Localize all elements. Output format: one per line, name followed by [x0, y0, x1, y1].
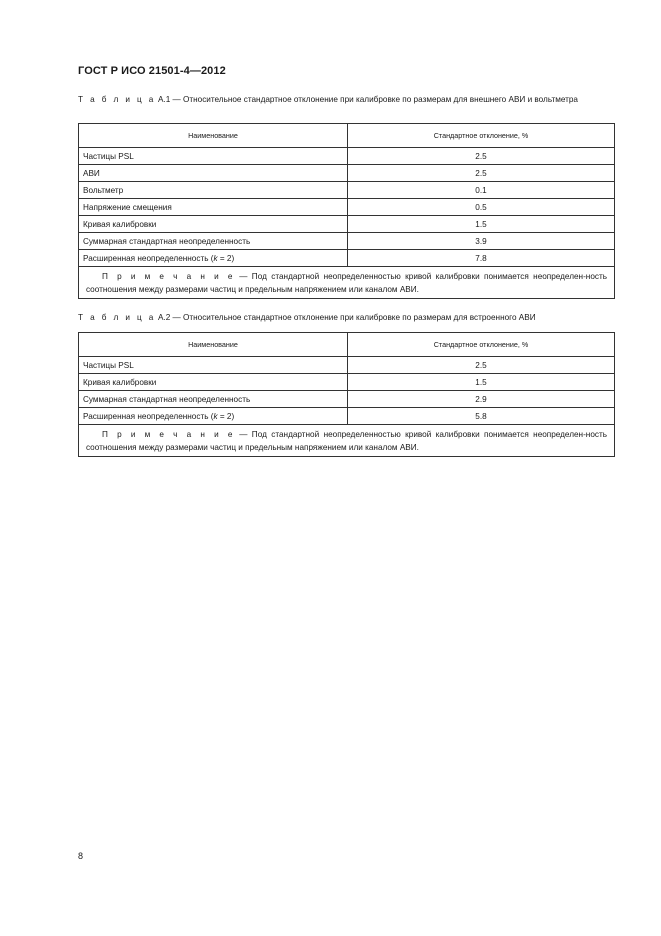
table1-note-row [79, 267, 615, 299]
table1-caption-label: Т а б л и ц а [78, 95, 156, 104]
table2-caption-text: А.2 — Относительное стандартное отклонение при калибровке по размерам для встроенного АВИ [157, 313, 536, 322]
table2-header-row [79, 333, 615, 357]
table2-col-name: Наименование [79, 333, 348, 357]
row-value: 1.5 [348, 216, 615, 233]
row-value: 2.9 [348, 391, 615, 408]
expanded-suffix: = 2) [217, 411, 235, 421]
table1-caption [78, 94, 615, 106]
table1-caption-text: А.1 — Относительное стандартное отклонение при калибровке по размерам для внешнего АВИ и вольтметра [157, 95, 578, 104]
row-name [79, 250, 348, 267]
table2-note [79, 425, 615, 457]
row-value: 0.1 [348, 182, 615, 199]
table-row [79, 182, 615, 199]
expanded-prefix: Расширенная неопределенность ( [83, 411, 214, 421]
row-value: 3.9 [348, 233, 615, 250]
expanded-suffix: = 2) [217, 253, 235, 263]
row-name [79, 408, 348, 425]
table-row [79, 357, 615, 374]
row-name: Частицы PSL [79, 357, 348, 374]
note-text: — Под стандартной неопределенностью кривой калибровки понимается неопределен-ность соотношения между размерами частиц и предельным напряжением или каналом АВИ. [86, 430, 607, 452]
table1-col-value: Стандартное отклонение, % [348, 124, 615, 148]
k-symbol: k [213, 411, 218, 421]
table-row [79, 148, 615, 165]
row-name: Вольтметр [79, 182, 348, 199]
table-row-expanded [79, 250, 615, 267]
table-row-expanded [79, 408, 615, 425]
table1-note [79, 267, 615, 299]
row-name: Кривая калибровки [79, 374, 348, 391]
table-row [79, 165, 615, 182]
document-header: ГОСТ Р ИСО 21501-4—2012 [78, 65, 226, 77]
table-row [79, 216, 615, 233]
row-value: 7.8 [348, 250, 615, 267]
row-name: АВИ [79, 165, 348, 182]
row-name: Частицы PSL [79, 148, 348, 165]
row-name: Суммарная стандартная неопределенность [79, 391, 348, 408]
row-name: Суммарная стандартная неопределенность [79, 233, 348, 250]
row-value: 2.5 [348, 357, 615, 374]
note-label: П р и м е ч а н и е [102, 430, 235, 439]
table-row [79, 374, 615, 391]
row-value: 1.5 [348, 374, 615, 391]
note-label: П р и м е ч а н и е [102, 272, 235, 281]
table1-col-name: Наименование [79, 124, 348, 148]
table-row [79, 199, 615, 216]
expanded-prefix: Расширенная неопределенность ( [83, 253, 214, 263]
note-text: — Под стандартной неопределенностью кривой калибровки понимается неопределен-ность соотношения между размерами частиц и предельным напряжением или каналом АВИ. [86, 272, 607, 294]
row-value: 2.5 [348, 148, 615, 165]
row-value: 5.8 [348, 408, 615, 425]
row-value: 2.5 [348, 165, 615, 182]
table1-header-row [79, 124, 615, 148]
table-row [79, 233, 615, 250]
row-name: Кривая калибровки [79, 216, 348, 233]
k-symbol: k [213, 253, 218, 263]
table2 [78, 332, 615, 457]
table-row [79, 391, 615, 408]
page-number: 8 [78, 851, 84, 861]
table2-col-value: Стандартное отклонение, % [348, 333, 615, 357]
row-value: 0.5 [348, 199, 615, 216]
table2-caption [78, 312, 615, 324]
table1 [78, 123, 615, 299]
table2-note-row [79, 425, 615, 457]
table2-caption-label: Т а б л и ц а [78, 313, 156, 322]
row-name: Напряжение смещения [79, 199, 348, 216]
